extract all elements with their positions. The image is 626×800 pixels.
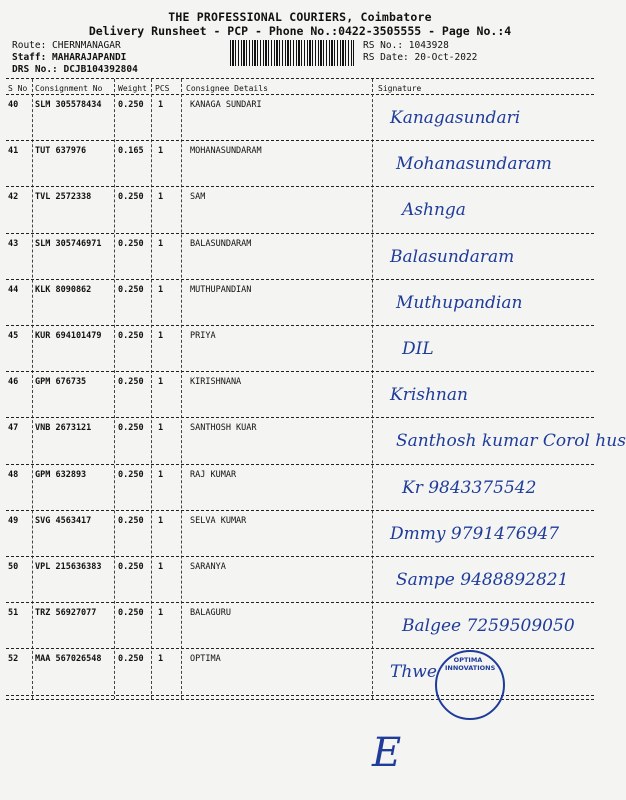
row-pcs: 1: [158, 146, 164, 157]
rs-date: RS Date: 20-Oct-2022: [363, 52, 478, 63]
row-consignee: KIRISHNANA: [190, 377, 242, 388]
row-signature: Muthupandian: [396, 292, 523, 313]
row-divider: [6, 695, 594, 696]
col-sno: S No: [8, 84, 28, 93]
column-line: [151, 79, 152, 699]
row-sno: 48: [8, 469, 19, 480]
row-consignee: SARANYA: [190, 562, 226, 572]
row-sno: 41: [8, 146, 19, 157]
row-divider: [6, 556, 594, 557]
row-weight: 0.250: [118, 562, 144, 572]
row-consignee: MUTHUPANDIAN: [190, 284, 252, 295]
row-consignment-no: TRZ 56927077: [35, 608, 97, 619]
route-label: Route: CHERNMANAGAR: [12, 40, 121, 51]
row-pcs: 1: [158, 377, 164, 388]
col-consignee: Consignee Details: [186, 84, 268, 93]
row-pcs: 1: [158, 562, 164, 572]
row-signature: Mohanasundaram: [396, 154, 552, 175]
company-title: THE PROFESSIONAL COURIERS, Coimbatore: [168, 10, 432, 24]
stamp-text: OPTIMA INNOVATIONS: [445, 656, 496, 672]
row-sno: 42: [8, 192, 19, 203]
row-sno: 46: [8, 377, 19, 388]
row-divider: [6, 140, 594, 141]
row-consignment-no: SLM 305746971: [35, 238, 102, 249]
row-sno: 45: [8, 331, 19, 341]
staff-label: Staff: MAHARAJAPANDI: [12, 52, 127, 63]
row-consignment-no: TUT 637976: [35, 146, 87, 157]
row-weight: 0.250: [118, 238, 144, 249]
row-weight: 0.250: [118, 192, 144, 203]
row-signature: Kanagasundari: [390, 108, 521, 128]
row-consignee: SELVA KUMAR: [190, 515, 247, 526]
row-divider: [6, 371, 594, 372]
row-divider: [6, 325, 594, 326]
row-consignee: KANAGA SUNDARI: [190, 100, 262, 110]
header-divider-top: [6, 78, 594, 79]
row-weight: 0.250: [118, 284, 144, 295]
row-weight: 0.250: [118, 654, 144, 665]
row-signature: DIL: [402, 339, 434, 359]
row-sno: 49: [8, 515, 19, 526]
row-pcs: 1: [158, 469, 164, 480]
row-weight: 0.250: [118, 469, 144, 480]
column-line: [114, 79, 115, 699]
row-sno: 44: [8, 284, 19, 295]
row-weight: 0.250: [118, 377, 144, 388]
row-consignment-no: VPL 215636383: [35, 562, 102, 572]
row-consignee: OPTIMA: [190, 654, 221, 665]
row-consignee: MOHANASUNDARAM: [190, 146, 262, 157]
row-consignee: SANTHOSH KUAR: [190, 423, 257, 434]
row-signature: Thwe: [390, 662, 437, 683]
row-consignment-no: KLK 8090862: [35, 284, 92, 295]
column-line: [372, 79, 373, 699]
row-consignment-no: SVG 4563417: [35, 515, 92, 526]
row-signature: Krishnan: [390, 385, 468, 406]
col-pcs: PCS: [155, 84, 170, 93]
row-weight: 0.250: [118, 515, 144, 526]
row-consignment-no: SLM 305578434: [35, 100, 102, 110]
row-sno: 43: [8, 238, 19, 249]
row-consignment-no: TVL 2572338: [35, 192, 92, 203]
row-sno: 40: [8, 100, 19, 110]
row-consignee: BALASUNDARAM: [190, 238, 252, 249]
row-signature: Santhosh kumar Corol hus: [396, 431, 626, 452]
row-sno: 47: [8, 423, 19, 434]
barcode: [230, 40, 354, 66]
row-divider: [6, 279, 594, 280]
row-pcs: 1: [158, 608, 164, 619]
row-divider: [6, 648, 594, 649]
row-divider: [6, 602, 594, 603]
row-pcs: 1: [158, 331, 164, 341]
col-consignment: Consignment No: [35, 84, 103, 93]
row-consignment-no: MAA 567026548: [35, 654, 102, 665]
row-pcs: 1: [158, 100, 164, 110]
row-divider: [6, 233, 594, 234]
row-consignee: PRIYA: [190, 331, 216, 341]
row-signature: Sampe 9488892821: [396, 570, 569, 590]
col-signature: Signature: [378, 84, 422, 93]
footer-ink-mark: E: [372, 730, 402, 776]
drs-label: DRS No.: DCJB104392804: [12, 64, 138, 75]
table-end-divider: [6, 699, 594, 700]
row-pcs: 1: [158, 238, 164, 249]
row-divider: [6, 417, 594, 418]
runsheet-subtitle: Delivery Runsheet - PCP - Phone No.:0422-3505555 - Page No.:4: [88, 24, 512, 38]
row-consignment-no: GPM 676735: [35, 377, 87, 388]
row-signature: Balgee 7259509050: [402, 616, 575, 637]
row-signature: Balasundaram: [390, 246, 515, 267]
row-sno: 52: [8, 654, 19, 665]
header-divider-bottom: [6, 94, 594, 95]
row-pcs: 1: [158, 515, 164, 526]
row-consignment-no: KUR 694101479: [35, 331, 102, 341]
row-divider: [6, 510, 594, 511]
column-line: [32, 79, 33, 699]
row-signature: Dmmy 9791476947: [390, 523, 560, 544]
row-weight: 0.250: [118, 608, 144, 619]
row-consignment-no: GPM 632893: [35, 469, 87, 480]
row-consignment-no: VNB 2673121: [35, 423, 92, 434]
row-divider: [6, 464, 594, 465]
row-consignee: RAJ KUMAR: [190, 469, 237, 480]
row-pcs: 1: [158, 654, 164, 665]
col-weight: Weight: [118, 84, 147, 93]
row-consignee: SAM: [190, 192, 206, 203]
row-weight: 0.250: [118, 100, 144, 110]
row-pcs: 1: [158, 192, 164, 203]
row-divider: [6, 186, 594, 187]
row-weight: 0.165: [118, 146, 144, 157]
row-signature: Ashnga: [402, 200, 466, 221]
row-weight: 0.250: [118, 423, 144, 434]
row-pcs: 1: [158, 284, 164, 295]
row-sno: 51: [8, 608, 19, 619]
row-consignee: BALAGURU: [190, 608, 231, 619]
row-signature: Kr 9843375542: [402, 477, 537, 498]
rs-number: RS No.: 1043928: [363, 40, 449, 51]
row-weight: 0.250: [118, 331, 144, 341]
row-pcs: 1: [158, 423, 164, 434]
column-line: [181, 79, 182, 699]
row-sno: 50: [8, 562, 19, 572]
